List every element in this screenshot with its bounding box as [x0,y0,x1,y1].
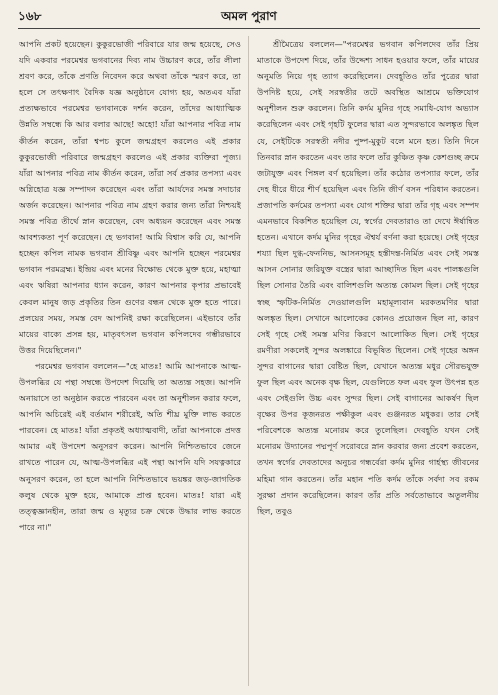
left-column [19,36,241,688]
right-column [257,36,479,688]
paragraph: শ্রীমৈত্রেয় বললেন—"পরমেশ্বর ভগবান কপিলদেব তাঁর প্রিয় মাতাকে উপদেশ দিয়ে, তাঁর উদ্দেশ্য সাধন হওয়ার ফলে, তাঁর মায়ের অনুমতি নিয়ে গৃহ ত্যাগ করেছিলেন। দেবহূতিও তাঁর পুত্রের দ্বারা উপদিষ্ট হয়ে, সেই সরস্বতীর তটে অবস্থিত আশ্রমে ভক্তিযোগ অনুশীলন শুরু করলেন। তিনি কর্দম মুনির গৃহে সমাধি-যোগ অভ্যাস করেছিলেন এবং সেই গৃহটি ফুলের দ্বারা এত সুন্দরভাবে অলঙ্কৃত ছিল যে, সেইটিকে সরস্বতী নদীর পুষ্প-মুকুট বলে মনে হত। তিনি দিনে তিনবার স্নান করতেন এবং তার ফলে তাঁর কুঞ্চিত কৃষ্ণ কেশগুচ্ছ ক্রমে জটাযুক্ত এবং পিঙ্গল বর্ণ হয়েছিল। তাঁর কঠোর তপস্যার ফলে, তাঁর দেহ ধীরে ধীরে শীর্ণ হয়েছিল এবং তিনি জীর্ণ বসন পরিধান করতেন। প্রজাপতি কর্দমের তপস্যা এবং যোগ শক্তির দ্বারা তাঁর গৃহ এবং সম্পদ এমনভাবে বিকশিত হয়েছিল যে, স্বর্গের দেবতারাও তা দেখে ঈর্ষান্বিত হতেন। এখানে কর্দম মুনির গৃহের ঐশ্বর্য বর্ণনা করা হয়েছে। সেই গৃহের শয্যা ছিল দুগ্ধ-ফেননিভ, আসনসমূহ হস্তীদন্ত-নির্মিত এবং সেই সমস্ত আসন সোনার জরিযুক্ত বস্ত্রের দ্বারা আচ্ছাদিত ছিল এবং পালঙ্কগুলি ছিল সোনার তৈরি এবং বালিশগুলি অত্যন্ত কোমল ছিল। সেই গৃহের স্বচ্ছ স্ফটিক-নির্মিত দেওয়ালগুলি মহামূল্যবান মরকতমণির দ্বারা অলঙ্কৃত ছিল। সেখানে আলোকের কোনও প্রয়োজন ছিল না, কারণ সেই গৃহে সেই সমস্ত মণির কিরণে আলোকিত ছিল। সেই গৃহের রমণীরা সকলেই সুন্দর অলঙ্কারে বিভূষিত ছিলেন। সেই গৃহের অঙ্গন সুন্দর বাগানের দ্বারা বেষ্টিত ছিল, যেখানে অত্যন্ত মধুর সৌরভযুক্ত ফুল ছিল এবং অনেক বৃক্ষ ছিল, যেগুলিতে ফল এবং ফুল উৎপন্ন হত এবং সেইগুলি উচ্চ এবং সুন্দর ছিল। সেই বাগানের আকর্ষণ ছিল বৃক্ষের উপর কূজনরত পক্ষীকুল এবং গুঞ্জনরত মধুকর। তার সেই পরিবেশকে অত্যন্ত মনোরম করে তুলেছিল। দেবহূতি যখন সেই মনোরম উদ্যানের পদ্মপূর্ণ সরোবরে স্নান করবার জন্য প্রবেশ করতেন, তখন স্বর্গের দেবতাদের অনুচর গন্ধর্বেরা কর্দম মুনির গার্হস্থ্য জীবনের মহিমা গান করতেন। তাঁর মহান পতি কর্দম তাঁকে সর্বদা সব রকম সুরক্ষা প্রদান করেছিলেন। কারণ তাঁর প্রতি সর্বতোভাবে অতুলনীয় ছিল, তবুও [257,39,479,516]
page-number: ১৬৮ [18,9,42,23]
paragraph: পরমেশ্বর ভগবান বললেন—"হে মাতঃ! আমি আপনাকে আত্ম-উপলব্ধির যে পন্থা সম্বন্ধে উপদেশ দিয়েছি তা অত্যন্ত সহজ। আপনি অনায়াসে তা অনুষ্ঠান করতে পারবেন এবং তা অনুশীলন করার ফলে, আপনি অচিরেই এই বর্তমান শরীরেই, অতি শীঘ্র মুক্তি লাভ করতে পারবেন। হে মাতঃ! যাঁরা প্রকৃতই অধ্যাত্মবাদী, তাঁরা আপনাকে প্রদত্ত আমার এই উপদেশ অনুসরণ করেন। আপনি নিশ্চিতভাবে জেনে রাখতে পারেন যে, আত্ম-উপলব্ধির এই পন্থা আপনি যদি সযত্নকারে অনুসরণ করেন, তা হলে আপনি নিশ্চিতভাবে ভয়ঙ্কর জড়-জাগতিক কলুষ থেকে মুক্ত হয়ে, আমাকে প্রাপ্ত হবেন। মাতঃ! যারা এই তত্ত্বজ্ঞানহীন, তারা জন্ম ও মৃত্যুর চক্র থেকে উদ্ধার লাভ করতে পারে না।" [19,360,241,532]
column-divider [248,36,249,686]
paragraph: আপনি প্রকট হয়েছেন। কুকুরভোজী পরিবারে যার জন্ম হয়েছে, সেও যদি একবার পরমেশ্বর ভগবানের দিব্য নাম উচ্চারণ করে, তাঁর লীলা শ্রবণ করে, তাঁকে প্রণতি নিবেদন করে অথবা তাঁকে স্মরণ করে, তা হলে সে তৎক্ষণাৎ বৈদিক যজ্ঞ অনুষ্ঠানে যোগ্য হয়, অতএব যাঁরা প্রত্যক্ষভাবে পরমেশ্বর ভগবানকে দর্শন করেন, তাঁদের আধ্যাত্মিক উন্নতি সম্বন্ধে কি আর বলার আছে! অহো! যাঁরা আপনার পবিত্র নাম কীর্তন করেন, তাঁরা শ্বপচ কুলে জন্মগ্রহণ করলেও এই প্রকার কুকুরভোজী পরিবারে জন্মগ্রহণ করলেও এই প্রকার ব্যক্তিরা পূজ্য। যাঁরা আপনার পবিত্র নাম কীর্তন করেন, তাঁরা সর্ব প্রকার তপস্যা এবং অগ্নিহোত্র যজ্ঞ সম্পাদন করেছেন এবং তাঁরা আর্যদের সমস্ত সদাচার অর্জন করেছেন। আপনার পবিত্র নাম গ্রহণ করার জন্য তাঁরা নিশ্চয়ই সমস্ত পবিত্র তীর্থে স্নান করেছেন, বেদ অধ্যয়ন করেছেন এবং সমস্ত আবশ্যকতা পূর্ণ করেছেন। হে ভগবান! আমি বিশ্বাস করি যে, আপনি হচ্ছেন কপিল নামক ভগবান শ্রীবিষ্ণু এবং আপনি হচ্ছেন পরমেশ্বর ভগবান পরমব্রহ্ম। ইন্দ্রিয় এবং মনের বিক্ষোভ থেকে মুক্ত হয়ে, মহাত্মা এবং ঋষিরা আপনার ধ্যান করেন, কারণ আপনার কৃপার প্রভাবেই কেবল মানুষ জড় প্রকৃতির তিন গুণের বন্ধন থেকে মুক্ত হতে পারে। প্রলয়ের সময়, সমস্ত বেদ আপনিই রক্ষা করেছিলেন। এইভাবে তাঁর মায়ের বাক্যে প্রসন্ন হয়, মাতৃবৎসল ভগবান কপিলদেব গম্ভীরভাবে উত্তর দিয়েছিলেন।" [19,39,241,355]
page-header [18,8,480,26]
running-title: অমল পুরাণ [221,9,277,23]
header-rule [18,28,480,29]
